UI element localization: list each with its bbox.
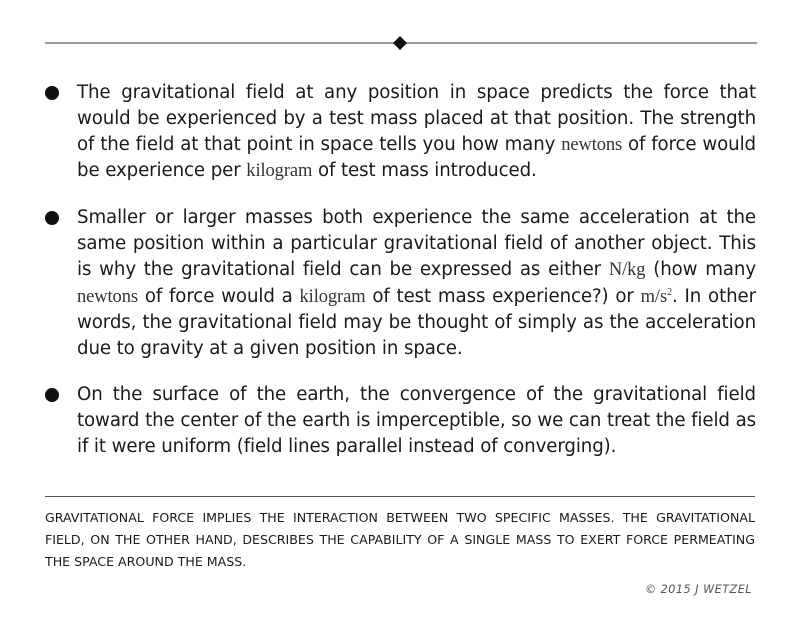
bullet-text (77, 82, 756, 181)
unit-term-newtons: newtons (77, 286, 138, 307)
unit-n-per-kg: N/kg (608, 259, 646, 280)
unit-m-per-s: m/s (640, 286, 668, 307)
bullet-list (0, 80, 800, 479)
unit-exponent: 2 (667, 286, 672, 298)
bullet-text: On the surface of the earth, the convergence of the gravitational field toward the center of the earth is imperceptible, so we can treat the field as if it were uniform (field lines parallel instead of converging). (77, 383, 756, 457)
caption-note: GRAVITATIONAL FORCE IMPLIES THE INTERACTION BETWEEN TWO SPECIFIC MASSES. THE GRAVITATIONAL FIELD, ON THE OTHER HAND, DESCRIBES THE CAPABILITY OF A SINGLE MASS TO EXERT FORCE PERMEATING THE SPACE AROUND THE MASS. (45, 510, 755, 569)
text-segment: of force would be experience per (77, 133, 756, 182)
bullet-dot-icon (45, 211, 59, 225)
text-segment: . In other words, the gravitational field may be thought of simply as the acceleration due to gravity at a given position in space. (77, 285, 757, 360)
diamond-icon (393, 36, 407, 50)
unit-m-per-s-squared (641, 287, 672, 307)
text-segment: of test mass experience?) or (365, 285, 641, 307)
text-segment: The gravitational field at any position in space predicts the force that would be experienced by a test mass placed at that position. The strength of the field at that point in space tells you how many (77, 82, 756, 155)
bullet-item-field-as-acceleration (0, 205, 800, 362)
bullet-item-gravitational-field-definition (0, 80, 800, 185)
text-segment: of test mass introduced. (312, 160, 537, 182)
unit-term-kilogram: kilogram (246, 161, 313, 182)
bullet-item-uniform-field-near-earth (0, 382, 800, 459)
unit-term-kilogram: kilogram (299, 286, 366, 307)
text-segment: of force would a (137, 285, 300, 307)
text-segment: Smaller or larger masses both experience the same acceleration at the same position within a particular gravitational field of another object. This is why the gravitational field can be expressed as either (77, 207, 756, 280)
copyright-notice: © 2015 J WETZEL (644, 583, 752, 596)
unit-term-newtons: newtons (561, 134, 623, 155)
bullet-dot-icon (45, 388, 59, 402)
text-segment: (how many (645, 258, 756, 280)
bullet-text (77, 207, 756, 359)
bullet-dot-icon (45, 86, 59, 100)
bottom-divider-line (45, 496, 755, 497)
